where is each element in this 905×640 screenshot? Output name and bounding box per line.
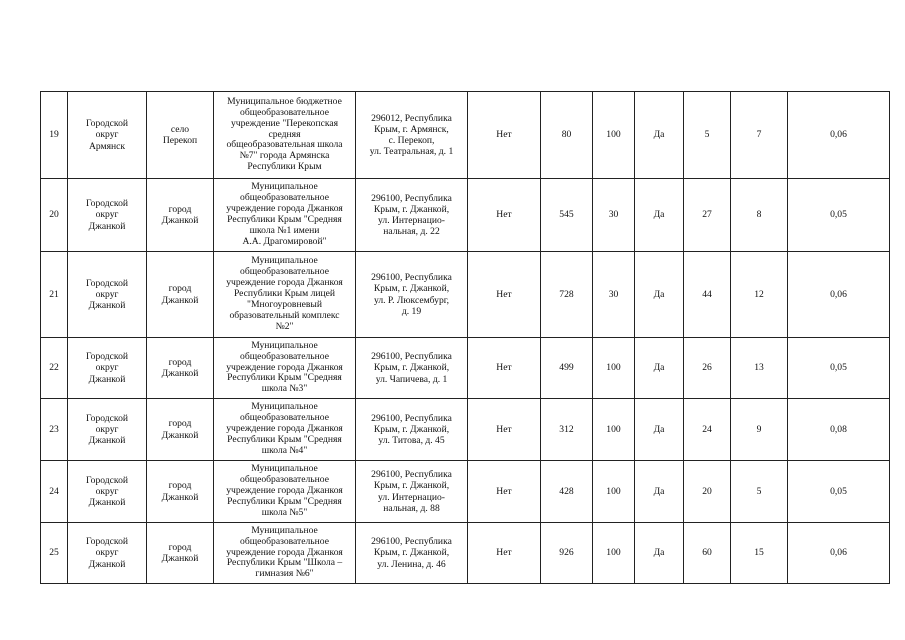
count-cell: 428 bbox=[541, 461, 593, 523]
value-2-cell: 15 bbox=[731, 523, 788, 584]
table-row bbox=[41, 399, 890, 461]
ratio-cell: 0,06 bbox=[788, 92, 890, 179]
schools-table bbox=[40, 91, 890, 584]
address-cell: 296100, Республика Крым, г. Джанкой, ул. Чапичева, д. 1 bbox=[356, 338, 468, 399]
table-row bbox=[41, 92, 890, 179]
row-number: 19 bbox=[41, 92, 68, 179]
value-1-cell: 27 bbox=[684, 179, 731, 252]
percent-cell: 100 bbox=[593, 338, 635, 399]
count-cell: 926 bbox=[541, 523, 593, 584]
value-2-cell: 12 bbox=[731, 252, 788, 338]
ratio-cell: 0,05 bbox=[788, 338, 890, 399]
availability-cell: Да bbox=[635, 252, 684, 338]
district-cell: Городской округ Джанкой bbox=[68, 252, 147, 338]
locality-cell: город Джанкой bbox=[147, 399, 214, 461]
availability-cell: Да bbox=[635, 461, 684, 523]
availability-cell: Да bbox=[635, 179, 684, 252]
row-number: 25 bbox=[41, 523, 68, 584]
value-1-cell: 20 bbox=[684, 461, 731, 523]
address-cell: 296100, Республика Крым, г. Джанкой, ул. Интернацио- нальная, д. 22 bbox=[356, 179, 468, 252]
flag-cell: Нет bbox=[468, 399, 541, 461]
row-number: 20 bbox=[41, 179, 68, 252]
value-1-cell: 5 bbox=[684, 92, 731, 179]
address-cell: 296012, Республика Крым, г. Армянск, с. Перекоп, ул. Театральная, д. 1 bbox=[356, 92, 468, 179]
flag-cell: Нет bbox=[468, 179, 541, 252]
percent-cell: 30 bbox=[593, 252, 635, 338]
ratio-cell: 0,06 bbox=[788, 252, 890, 338]
flag-cell: Нет bbox=[468, 523, 541, 584]
district-cell: Городской округ Джанкой bbox=[68, 461, 147, 523]
ratio-cell: 0,05 bbox=[788, 179, 890, 252]
value-1-cell: 26 bbox=[684, 338, 731, 399]
percent-cell: 100 bbox=[593, 523, 635, 584]
value-1-cell: 60 bbox=[684, 523, 731, 584]
address-cell: 296100, Республика Крым, г. Джанкой, ул. Р. Люксембург, д. 19 bbox=[356, 252, 468, 338]
percent-cell: 100 bbox=[593, 92, 635, 179]
count-cell: 80 bbox=[541, 92, 593, 179]
flag-cell: Нет bbox=[468, 461, 541, 523]
count-cell: 728 bbox=[541, 252, 593, 338]
district-cell: Городской округ Джанкой bbox=[68, 338, 147, 399]
district-cell: Городской округ Джанкой bbox=[68, 523, 147, 584]
table-row bbox=[41, 523, 890, 584]
availability-cell: Да bbox=[635, 338, 684, 399]
table-row bbox=[41, 252, 890, 338]
value-2-cell: 13 bbox=[731, 338, 788, 399]
count-cell: 545 bbox=[541, 179, 593, 252]
value-2-cell: 5 bbox=[731, 461, 788, 523]
institution-name-cell: Муниципальное общеобразовательное учреждение города Джанкоя Республики Крым "Средняя школа №4" bbox=[214, 399, 356, 461]
availability-cell: Да bbox=[635, 523, 684, 584]
value-2-cell: 7 bbox=[731, 92, 788, 179]
table-row bbox=[41, 461, 890, 523]
count-cell: 312 bbox=[541, 399, 593, 461]
institution-name-cell: Муниципальное бюджетное общеобразовательное учреждение "Перекопская средняя общеобразовательная школа №7" города Армянска Республики Крым bbox=[214, 92, 356, 179]
value-1-cell: 44 bbox=[684, 252, 731, 338]
institution-name-cell: Муниципальное общеобразовательное учреждение города Джанкоя Республики Крым "Средняя школа №3" bbox=[214, 338, 356, 399]
ratio-cell: 0,06 bbox=[788, 523, 890, 584]
district-cell: Городской округ Джанкой bbox=[68, 399, 147, 461]
table-row bbox=[41, 338, 890, 399]
table-body bbox=[41, 92, 890, 584]
ratio-cell: 0,08 bbox=[788, 399, 890, 461]
locality-cell: город Джанкой bbox=[147, 461, 214, 523]
value-1-cell: 24 bbox=[684, 399, 731, 461]
locality-cell: город Джанкой bbox=[147, 523, 214, 584]
locality-cell: село Перекоп bbox=[147, 92, 214, 179]
locality-cell: город Джанкой bbox=[147, 252, 214, 338]
count-cell: 499 bbox=[541, 338, 593, 399]
institution-name-cell: Муниципальное общеобразовательное учреждение города Джанкоя Республики Крым "Школа – гимназия №6" bbox=[214, 523, 356, 584]
table-row bbox=[41, 179, 890, 252]
ratio-cell: 0,05 bbox=[788, 461, 890, 523]
institution-name-cell: Муниципальное общеобразовательное учреждение города Джанкоя Республики Крым "Средняя школа №5" bbox=[214, 461, 356, 523]
flag-cell: Нет bbox=[468, 252, 541, 338]
percent-cell: 100 bbox=[593, 461, 635, 523]
institution-name-cell: Муниципальное общеобразовательное учреждение города Джанкоя Республики Крым лицей "Многоуровневый образовательный комплекс №2" bbox=[214, 252, 356, 338]
availability-cell: Да bbox=[635, 399, 684, 461]
availability-cell: Да bbox=[635, 92, 684, 179]
row-number: 21 bbox=[41, 252, 68, 338]
address-cell: 296100, Республика Крым, г. Джанкой, ул. Интернацио- нальная, д. 88 bbox=[356, 461, 468, 523]
flag-cell: Нет bbox=[468, 338, 541, 399]
percent-cell: 30 bbox=[593, 179, 635, 252]
row-number: 23 bbox=[41, 399, 68, 461]
row-number: 24 bbox=[41, 461, 68, 523]
value-2-cell: 8 bbox=[731, 179, 788, 252]
address-cell: 296100, Республика Крым, г. Джанкой, ул. Ленина, д. 46 bbox=[356, 523, 468, 584]
flag-cell: Нет bbox=[468, 92, 541, 179]
row-number: 22 bbox=[41, 338, 68, 399]
district-cell: Городской округ Джанкой bbox=[68, 179, 147, 252]
locality-cell: город Джанкой bbox=[147, 179, 214, 252]
institution-name-cell: Муниципальное общеобразовательное учреждение города Джанкоя Республики Крым "Средняя школа №1 имени А.А. Драгомировой" bbox=[214, 179, 356, 252]
value-2-cell: 9 bbox=[731, 399, 788, 461]
percent-cell: 100 bbox=[593, 399, 635, 461]
address-cell: 296100, Республика Крым, г. Джанкой, ул. Титова, д. 45 bbox=[356, 399, 468, 461]
locality-cell: город Джанкой bbox=[147, 338, 214, 399]
district-cell: Городской округ Армянск bbox=[68, 92, 147, 179]
